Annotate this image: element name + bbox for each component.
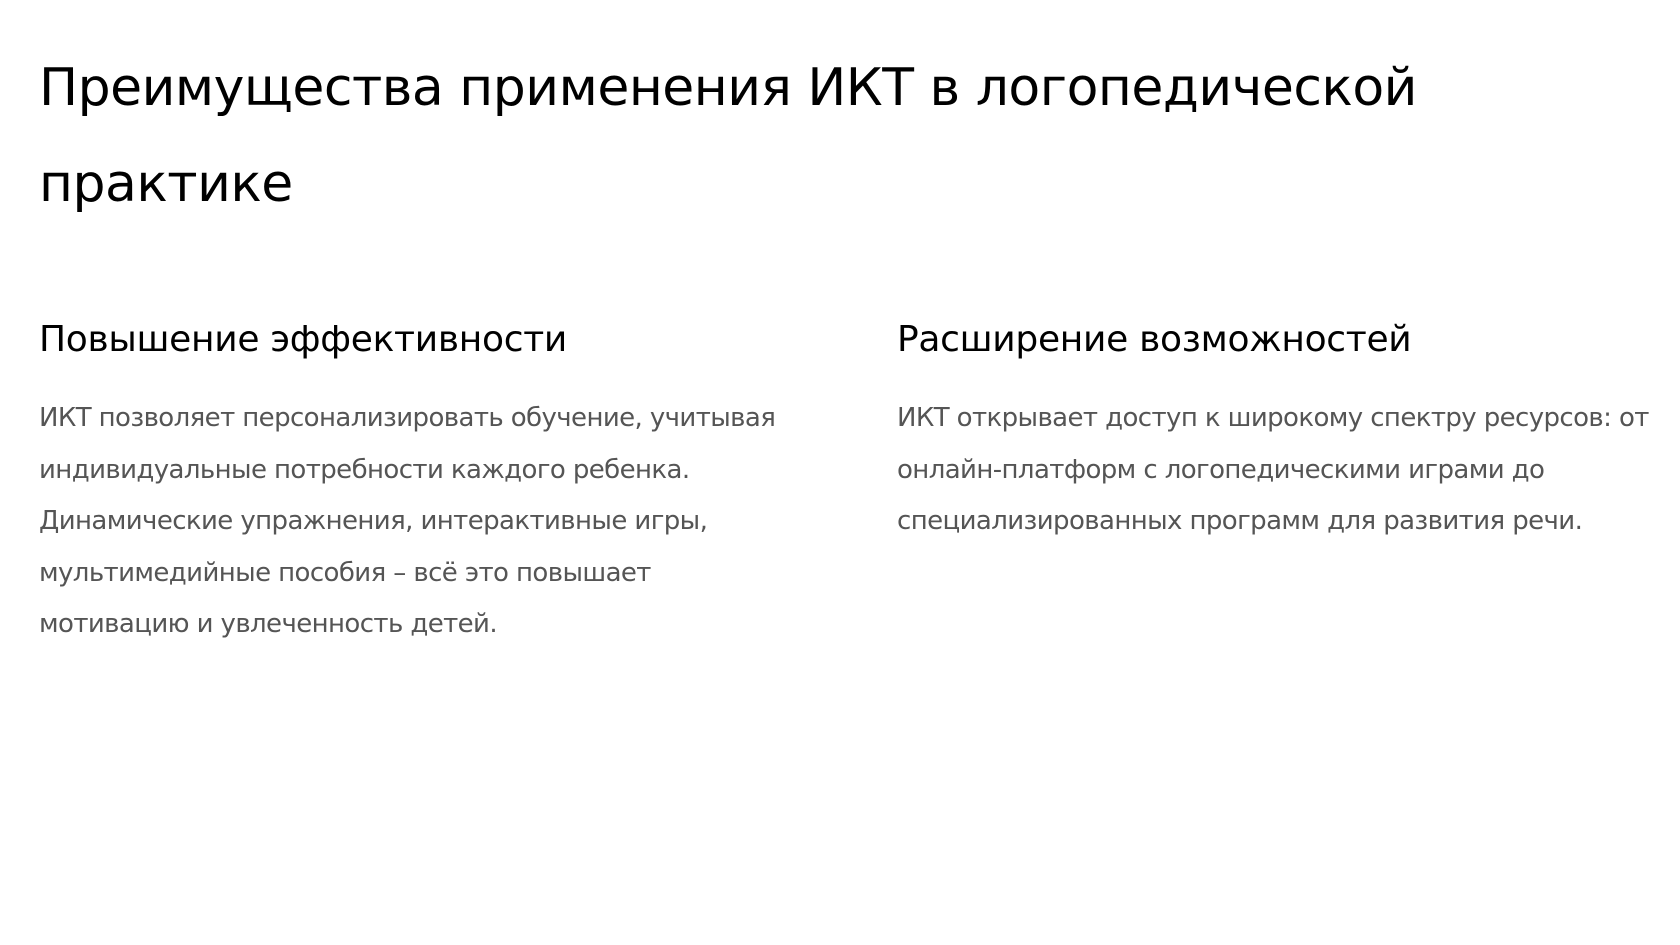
column-opportunities: [897, 304, 1657, 548]
column-heading-efficiency: Повышение эффективности: [39, 319, 567, 360]
slide-title: Преимущества применения ИКТ в логопедической практике: [39, 58, 1417, 214]
column-efficiency: [39, 304, 799, 651]
column-heading-opportunities: Расширение возможностей: [897, 319, 1412, 360]
column-body-efficiency: ИКТ позволяет персонализировать обучение, учитывая индивидуальные потребности каждого ребенка. Динамические упражнения, интерактивные игры, мультимедийные пособия – всё это повышает мотивацию и увлеченность детей.: [39, 403, 776, 639]
column-body-opportunities: ИКТ открывает доступ к широкому спектру ресурсов: от онлайн-платформ с логопедическими играми до специализированных программ для развития речи.: [897, 403, 1649, 536]
